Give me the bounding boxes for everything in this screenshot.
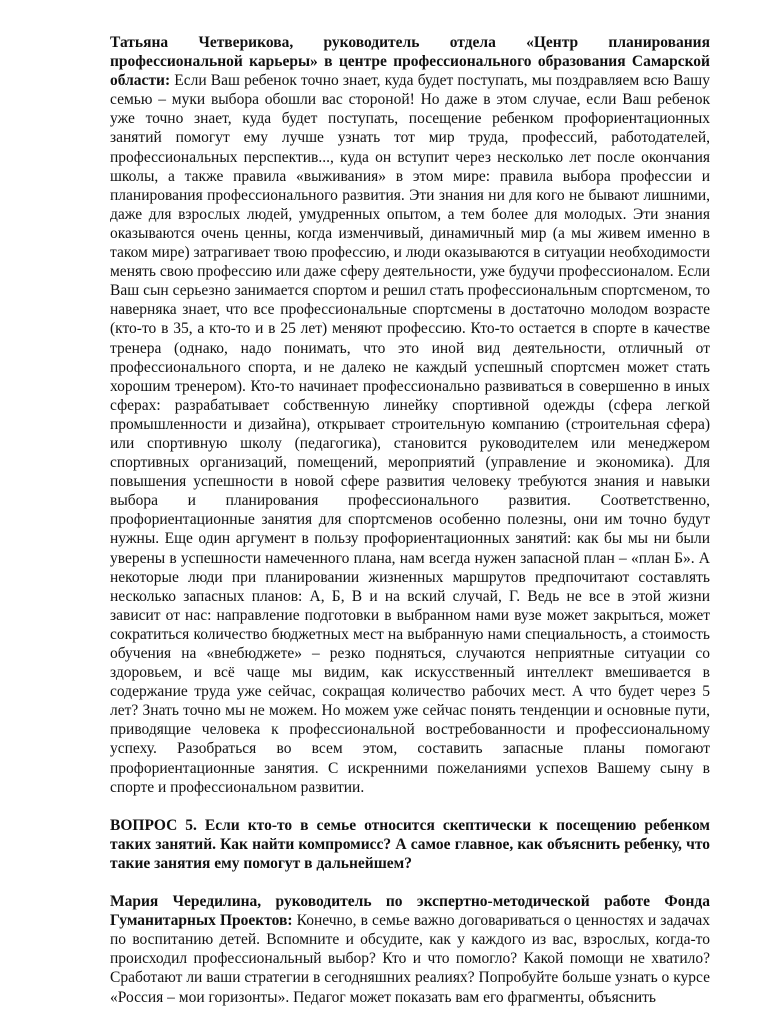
- answer-paragraph-2: [110, 892, 710, 1007]
- answer-text-2: Конечно, в семье важно договариваться о ценностях и задачах по воспитанию детей. Вспомните и обсудите, как у каждого из вас, взрослых, когда-то происходил профессиональный выбор? Кто и что помогло? Какой помощи не хватило? Сработают ли ваши стратегии в сегодняшних реалиях? Попробуйте больше узнать о курсе «Россия – мои горизонты». Педагог может показать вам его фрагменты, объяснить: [110, 912, 710, 1006]
- question-5-heading: ВОПРОС 5. Если кто-то в семье относится скептически к посещению ребенком таких занятий. Как найти компромисс? А самое главное, как объяснить ребенку, что такие занятия ему помогут в дальнейшем?: [110, 816, 710, 872]
- answer-text-1: Если Ваш ребенок точно знает, куда будет поступать, мы поздравляем всю Вашу семью – муки выбора обошли вас стороной! Но даже в этом случае, если Ваш ребенок уже точно знает, куда будет поступать, посещение ребенком профориентационных занятий помогут ему лучше узнать тот мир труда, профессий, работодателей, профессиональных перспектив..., куда он вступит через несколько лет после окончания школы, а также правила «выживания» в этом мире: правила выбора профессии и планирования профессионального развития. Эти знания ни для кого не бывают лишними, даже для взрослых людей, умудренных опытом, а тем более для молодых. Эти знания оказываются очень ценны, когда изменчивый, динамичный мир (а мы живем именно в таком мире) затрагивает твою профессию, и люди оказываются в ситуации необходимости менять свою профессию или даже сферу деятельности, уже будучи профессионалом. Если Ваш сын серьезно занимается спортом и решил стать профессиональным спортсменом, то наверняка знает, что все профессиональные спортсмены в достаточно молодом возрасте (кто-то в 35, а кто-то и в 25 лет) меняют профессию. Кто-то остается в спорте в качестве тренера (однако, надо понимать, что это иной вид деятельности, отличный от профессионального спорта, и не далеко не каждый успешный спортсмен может стать хорошим тренером). Кто-то начинает профессионально развиваться в совершенно в иных сферах: разрабатывает собственную линейку спортивной одежды (сфера легкой промышленности и дизайна), открывает строительную компанию (строительная сфера) или спортивную школу (педагогика), становится руководителем или менеджером спортивных организаций, помещений, мероприятий (управление и экономика). Для повышения успешности в новой сфере развития человеку требуются знания и навыки выбора и планирования профессионального развития. Соответственно, профориентационные занятия для спортсменов особенно полезны, они им точно будут нужны. Еще один аргумент в пользу профориентационных занятий: как бы мы ни были уверены в успешности намеченного плана, нам всегда нужен запасной план – «план Б». А некоторые люди при планировании жизненных маршрутов предпочитают составлять несколько запасных планов: А, Б, В и на вский случай, Г. Ведь не все в этой жизни зависит от нас: направление подготовки в выбранном нами вузе может закрыться, может сократиться количество бюджетных мест на выбранную нами специальность, а стоимость обучения на «внебюджете» – резко подняться, случаются неприятные ситуации со здоровьем, и всё чаще мы видим, как искусственный интеллект вмешивается в содержание труда уже сейчас, сокращая количество рабочих мест. А что будет через 5 лет? Знать точно мы не можем. Но можем уже сейчас понять тенденции и основные пути, приводящие человека к профессиональной востребованности и профессиональному успеху. Разобраться во всем этом, составить запасные планы помогают профориентационные занятия. С искренними пожеланиями успехов Вашему сыну в спорте и профессиональном развитии.: [110, 72, 710, 796]
- paragraph-gap: [110, 873, 710, 892]
- answer-paragraph-1: [110, 33, 710, 797]
- paragraph-gap: [110, 797, 710, 816]
- speaker-name-1: Татьяна Четверикова, руководитель отдела «Центр планирования профессиональной карьеры» в центре профессионального образования Самарской области:: [110, 34, 710, 90]
- speaker-name-2: Мария Чередилина, руководитель по экспертно-методической работе Фонда Гуманитарных Проектов:: [110, 893, 710, 930]
- document-page: [110, 33, 710, 1007]
